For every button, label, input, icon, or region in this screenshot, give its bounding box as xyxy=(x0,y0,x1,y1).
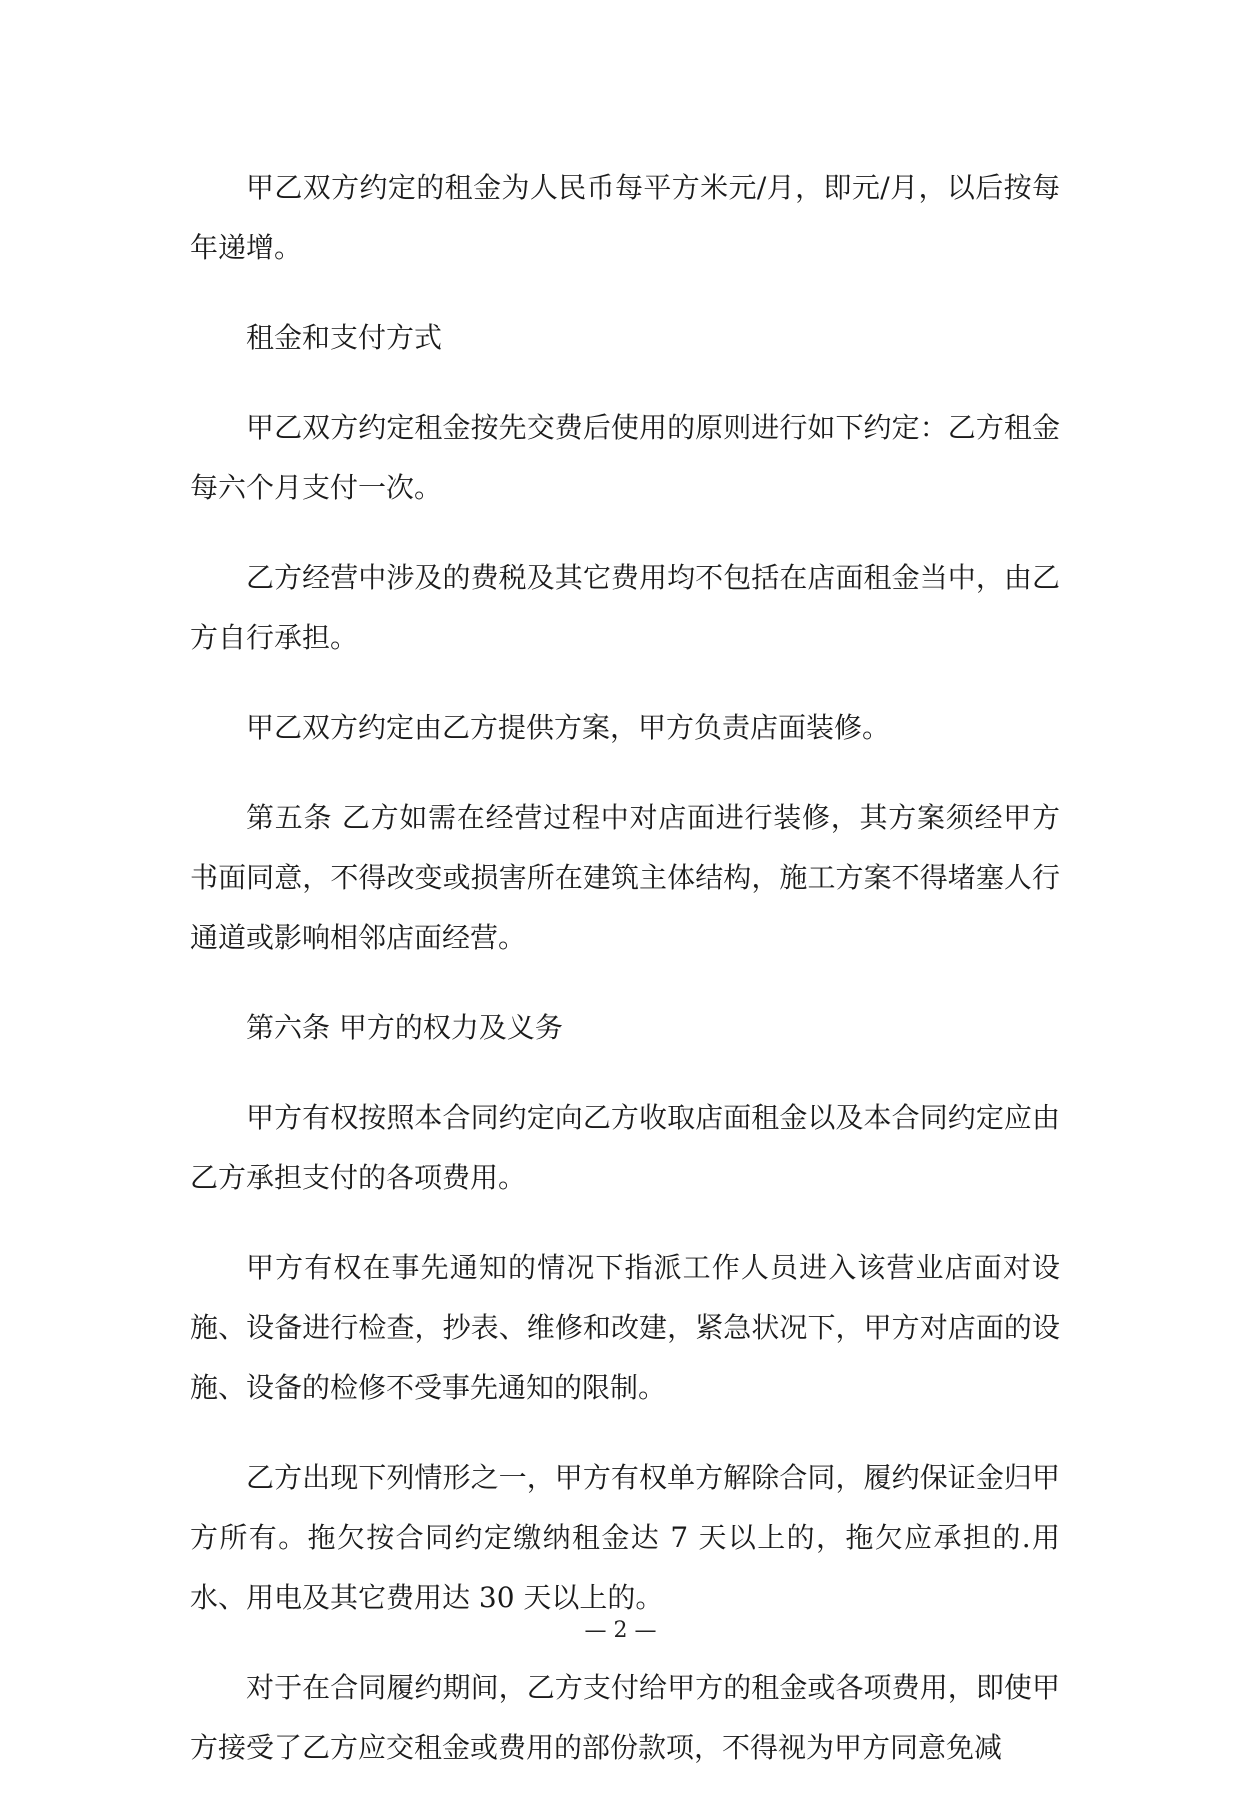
paragraph-inspection-right: 甲方有权在事先通知的情况下指派工作人员进入该营业店面对设施、设备进行检查，抄表、维修和改建，紧急状况下，甲方对店面的设施、设备的检修不受事先通知的限制。 xyxy=(190,1251,1060,1404)
paragraph-rent-payment-heading: 租金和支付方式 xyxy=(246,321,443,354)
document-body xyxy=(190,158,1060,1808)
paragraph-article-six-heading: 第六条 甲方的权力及义务 xyxy=(246,1011,563,1044)
paragraph-partial-payment: 对于在合同履约期间，乙方支付给甲方的租金或各项费用，即使甲方接受了乙方应交租金或费用的部份款项，不得视为甲方同意免减 xyxy=(190,1671,1060,1764)
paragraph-termination-conditions: 乙方出现下列情形之一，甲方有权单方解除合同，履约保证金归甲方所有。拖欠按合同约定缴纳租金达 7 天以上的，拖欠应承担的.用水、用电及其它费用达 30 天以上的。 xyxy=(190,1461,1060,1614)
paragraph-renovation-plan: 甲乙双方约定由乙方提供方案，甲方负责店面装修。 xyxy=(246,711,891,744)
paragraph-rent-amount: 甲乙双方约定的租金为人民币每平方米元/月，即元/月，以后按每年递增。 xyxy=(190,171,1060,264)
paragraph-taxes-fees: 乙方经营中涉及的费税及其它费用均不包括在店面租金当中，由乙方自行承担。 xyxy=(190,561,1060,654)
page-number: — 2 — xyxy=(584,1618,657,1643)
paragraph-collect-rent-right: 甲方有权按照本合同约定向乙方收取店面租金以及本合同约定应由乙方承担支付的各项费用。 xyxy=(190,1101,1060,1194)
paragraph-article-five: 第五条 乙方如需在经营过程中对店面进行装修，其方案须经甲方书面同意，不得改变或损害所在建筑主体结构，施工方案不得堵塞人行通道或影响相邻店面经营。 xyxy=(190,801,1060,954)
paragraph-payment-schedule: 甲乙双方约定租金按先交费后使用的原则进行如下约定：乙方租金每六个月支付一次。 xyxy=(190,411,1060,504)
